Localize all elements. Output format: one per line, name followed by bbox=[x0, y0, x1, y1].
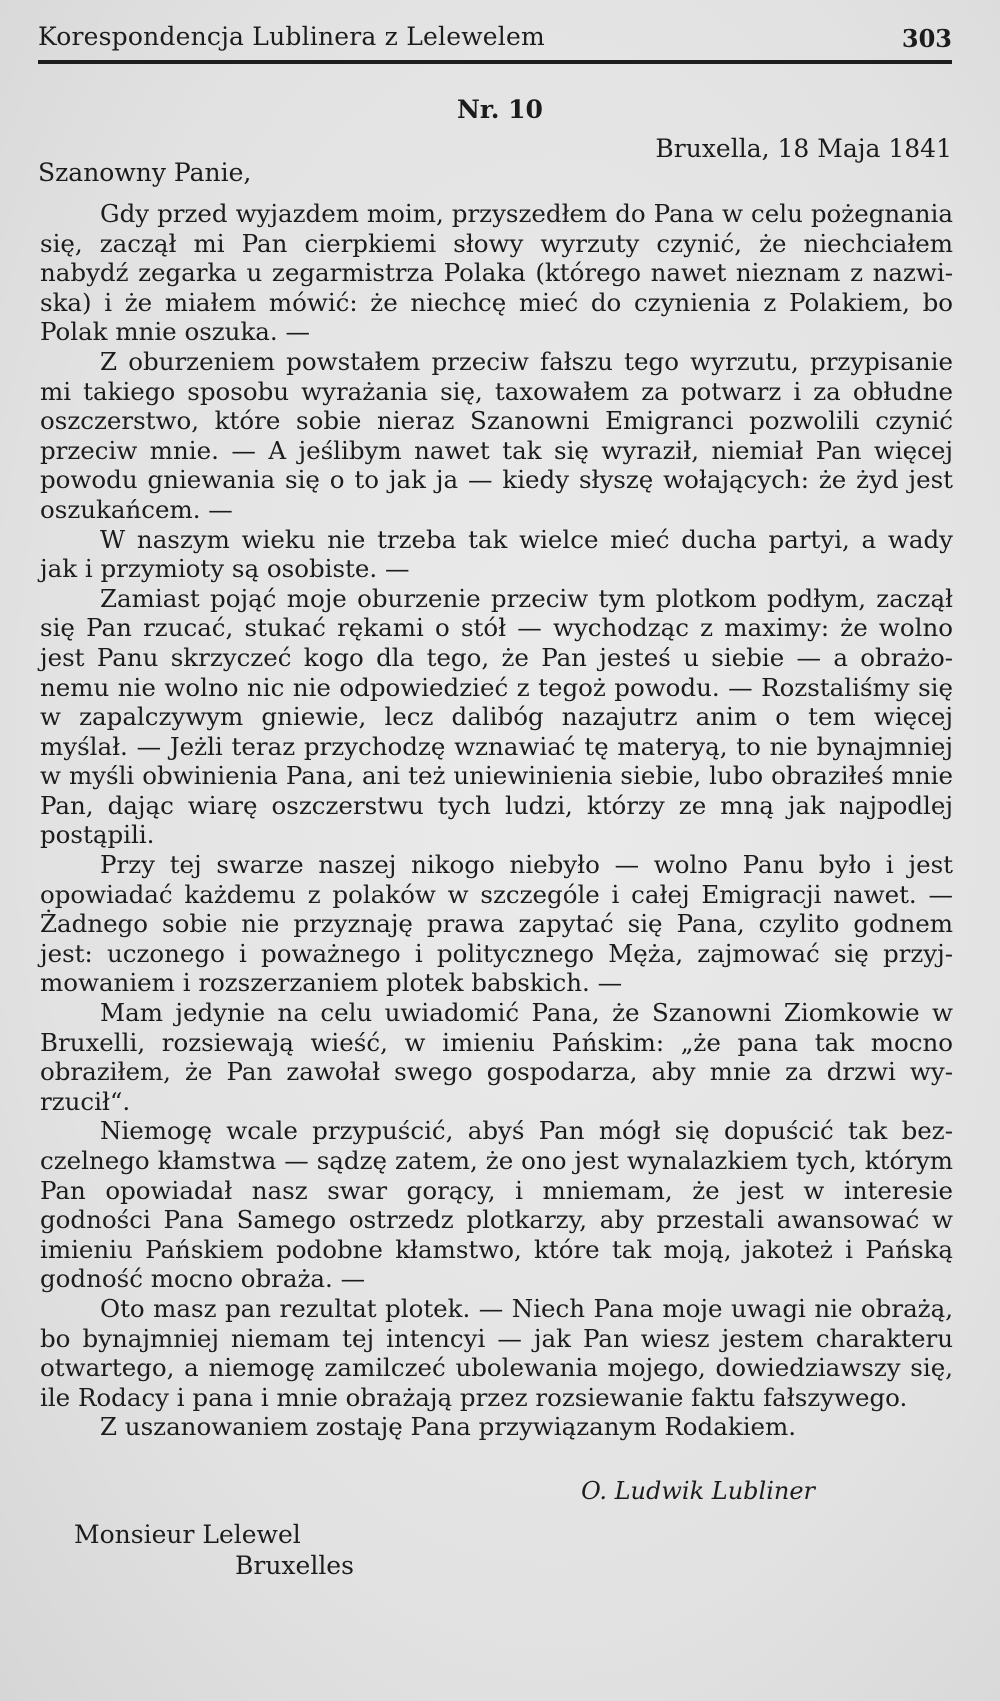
paragraph: Mam jedynie na celu uwiadomić Pana, że Szanowni Ziomkowie w Bruxelli, rozsiewają wieść, w imieniu Pańskim: „że pana tak mocno obraziłem, że Pan zawołał swego gospodarza, aby mnie za drzwi wyrzucił“. bbox=[40, 998, 953, 1116]
letter-signature: O. Ludwik Lubliner bbox=[581, 1477, 815, 1505]
paragraph: W naszym wieku nie trzeba tak wielce mieć ducha partyi, a wady jak i przymioty są osobiste. — bbox=[40, 524, 953, 584]
page-header bbox=[38, 22, 952, 62]
paragraph: Przy tej swarze naszej nikogo niebyło — wolno Panu było i jest opowiadać każdemu z polaków w szczególe i całej Emigracji nawet. — Żadnego sobie nie przyznaję prawa zapytać się Pana, czylito godnem jest: uczonego i poważnego i politycznego Męża, zajmować się przyjmowaniem i rozszerzaniem plotek babskich. — bbox=[40, 850, 953, 998]
header-rule bbox=[38, 60, 952, 64]
address-recipient: Monsieur Lelewel bbox=[74, 1520, 301, 1549]
letter-body bbox=[40, 199, 953, 1442]
paragraph: Gdy przed wyjazdem moim, przyszedłem do Pana w celu pożegnania się, zaczął mi Pan cierpkiemi słowy wyrzuty czynić, że niechciałem nabydź zegarka u zegarmistrza Polaka (którego nawet nieznam z nazwiska) i że miałem mówić: że niechcę mieć do czynienia z Polakiem, bo Polak mnie oszuka. — bbox=[40, 199, 953, 347]
running-title: Korespondencja Lublinera z Lelewelem bbox=[38, 22, 545, 51]
letter-place-date: Bruxella, 18 Maja 1841 bbox=[655, 134, 952, 163]
letter-salutation: Szanowny Panie, bbox=[38, 158, 252, 187]
paragraph: Zamiast pojąć moje oburzenie przeciw tym plotkom podłym, zaczął się Pan rzucać, stukać rękami o stół — wychodząc z maximy: że wolno jest Panu skrzyczeć kogo dla tego, że Pan jesteś u siebie — a obrażonemu nie wolno nic nie odpowiedzieć z tegoż powodu. — Rozstaliśmy się w zapalczywym gniewie, lecz dalibóg nazajutrz anim o tem więcej myślał. — Jeżli teraz przychodzę wznawiać tę materyą, to nie bynajmniej w myśli obwinienia Pana, ani też uniewinienia siebie, lubo obraziłeś mnie Pan, dając wiarę oszczerstwu tych ludzi, którzy ze mną jak najpodlej postąpili. bbox=[40, 583, 953, 850]
address-city: Bruxelles bbox=[235, 1551, 354, 1580]
paragraph: Oto masz pan rezultat plotek. — Niech Pana moje uwagi nie obrażą, bo bynajmniej niemam tej intencyi — jak Pan wiesz jestem charakteru otwartego, a niemogę zamilczeć ubolewania mojego, dowiedziawszy się, ile Rodacy i pana i mnie obrażają przez rozsiewanie faktu fałszywego. bbox=[40, 1293, 953, 1412]
paragraph: Z uszanowaniem zostaję Pana przywiązanym Rodakiem. bbox=[100, 1412, 797, 1442]
page-number: 303 bbox=[901, 24, 952, 53]
letter-number: Nr. 10 bbox=[457, 95, 543, 124]
paragraph: Niemogę wcale przypuścić, abyś Pan mógł się dopuścić tak bezczelnego kłamstwa — sądzę zatem, że ono jest wynalazkiem tych, którym Pan opowiadał nasz swar gorący, i mniemam, że jest w interesie godności Pana Samego ostrzedz plotkarzy, aby przestali awansować w imieniu Pańskiem podobne kłamstwo, które tak moją, jakoteż i Pańską godność mocno obraża. — bbox=[40, 1116, 953, 1294]
paragraph: Z oburzeniem powstałem przeciw fałszu tego wyrzutu, przypisanie mi takiego sposobu wyrażania się, taxowałem za potwarz i za obłudne oszczerstwo, które sobie nieraz Szanowni Emigranci pozwolili czynić przeciw mnie. — A jeślibym nawet tak się wyraził, niemiał Pan więcej powodu gniewania się o to jak ja — kiedy słyszę wołających: że żyd jest oszukańcem. — bbox=[40, 346, 953, 524]
